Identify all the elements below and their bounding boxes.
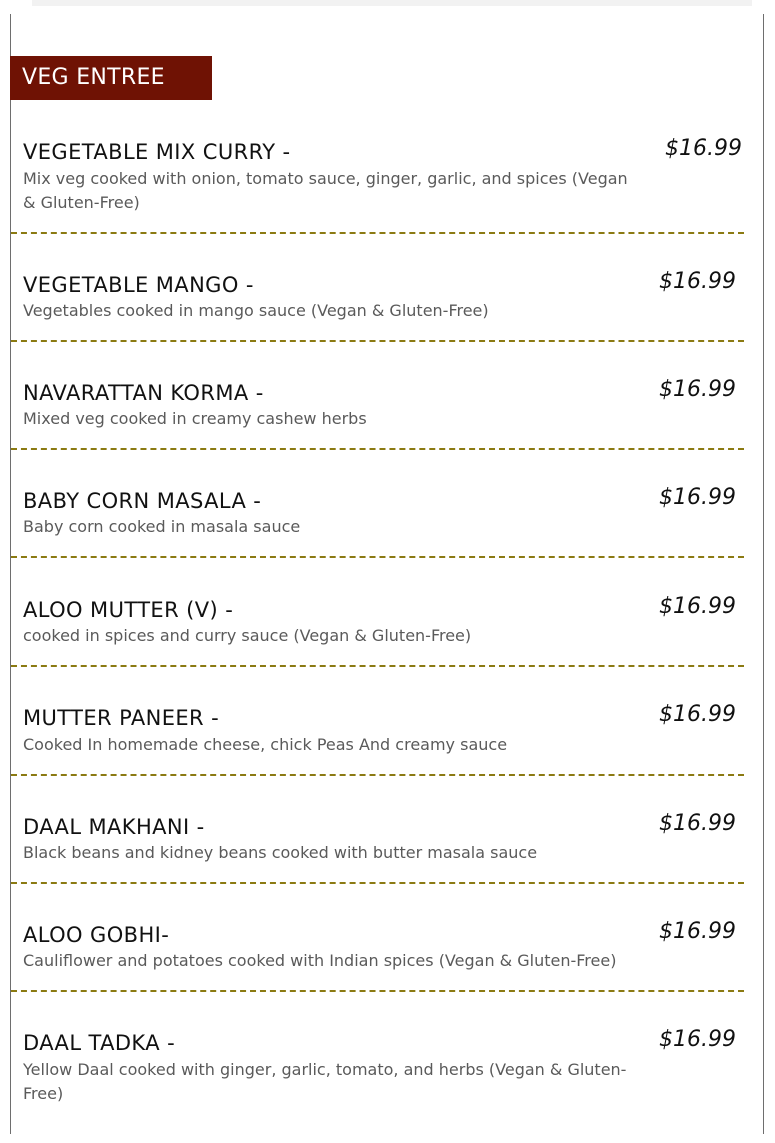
menu-item-price: $16.99 [659,811,736,836]
menu-item-price: $16.99 [659,919,736,944]
menu-item-name: VEGETABLE MANGO - [23,273,254,297]
menu-item-description: Mixed veg cooked in creamy cashew herbs [23,409,367,428]
menu-item-name: DAAL MAKHANI - [23,815,205,839]
menu-item-name: NAVARATTAN KORMA - [23,381,264,405]
menu-item [11,461,744,558]
menu-item-price: $16.99 [659,269,736,294]
menu-item-price: $16.99 [659,702,736,727]
menu-item-name: BABY CORN MASALA - [23,489,262,513]
menu-item [11,787,744,884]
menu-item-description: Mix veg cooked with onion, tomato sauce, ginger, garlic, and spices (Vegan & Gluten-Free) [23,169,628,212]
menu-item-price: $16.99 [659,377,736,402]
menu-item-description: Vegetables cooked in mango sauce (Vegan & Gluten-Free) [23,301,489,320]
menu-item-price: $16.99 [659,594,736,619]
menu-item-description: cooked in spices and curry sauce (Vegan & Gluten-Free) [23,626,472,645]
top-divider-strip [32,0,752,6]
menu-item [11,112,744,234]
menu-item-price: $16.99 [665,136,742,161]
menu-item-name: VEGETABLE MIX CURRY - [23,140,291,164]
menu-item-description: Black beans and kidney beans cooked with butter masala sauce [23,843,538,862]
menu-item-name: MUTTER PANEER - [23,706,220,730]
menu-item-description: Cooked In homemade cheese, chick Peas And creamy sauce [23,735,508,754]
menu-item-name: DAAL TADKA - [23,1031,176,1055]
menu-item-price: $16.99 [659,1027,736,1052]
menu-item [11,353,744,450]
menu-item [11,570,744,667]
menu-item [11,895,744,992]
menu-item-price: $16.99 [659,485,736,510]
menu-item-description: Baby corn cooked in masala sauce [23,517,301,536]
menu-item [11,1003,744,1143]
menu-item-name: ALOO GOBHI- [23,923,170,947]
menu-item [11,245,744,342]
menu-item-description: Yellow Daal cooked with ginger, garlic, tomato, and herbs (Vegan & Gluten-Free) [23,1060,627,1103]
section-header-veg-entree: VEG ENTREE [10,56,212,100]
menu-item-description: Cauliflower and potatoes cooked with Indian spices (Vegan & Gluten-Free) [23,951,617,970]
menu-item [11,678,744,776]
menu-item-name: ALOO MUTTER (V) - [23,598,234,622]
